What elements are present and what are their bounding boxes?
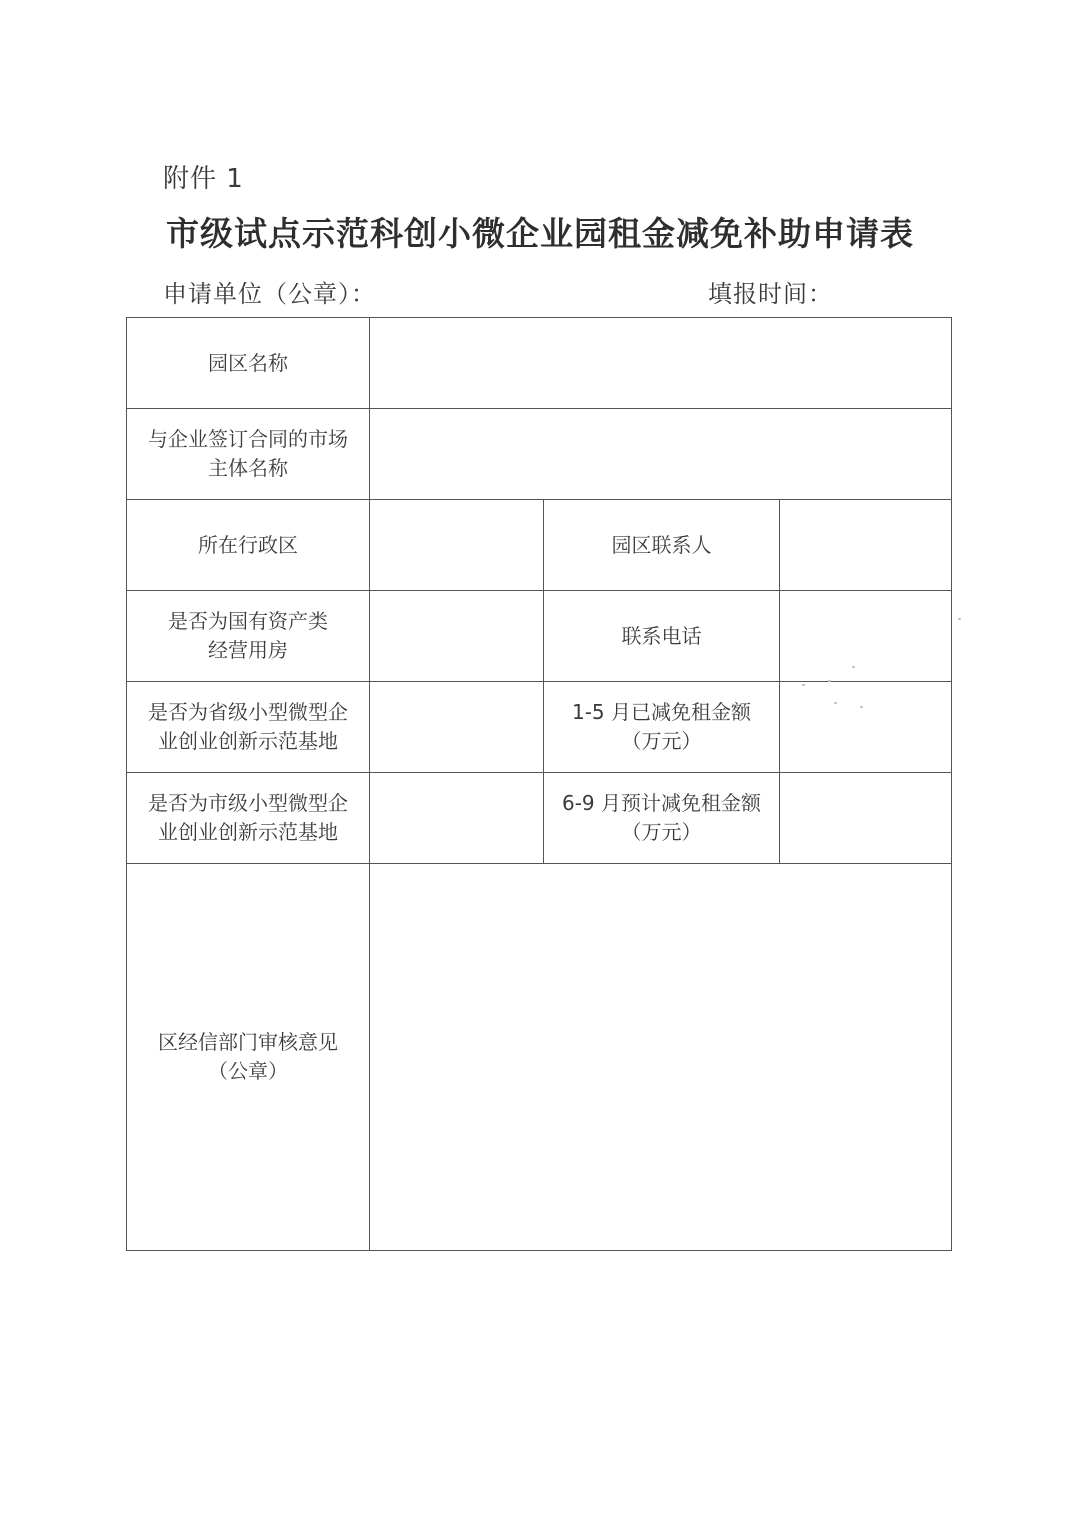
state-owned-label xyxy=(127,591,370,682)
attachment-label: 附件 1 xyxy=(163,164,244,194)
district-review-label-line1: 区经信部门审核意见 xyxy=(158,1030,338,1054)
scan-speck xyxy=(828,680,831,682)
row-district-review xyxy=(127,864,952,1251)
scan-speck xyxy=(802,684,805,686)
reduced-jan-may-label-line1: 1-5 月已减免租金额 xyxy=(571,700,752,724)
expected-jun-sep-label-line2: （万元） xyxy=(621,820,702,844)
row-park-name xyxy=(127,318,952,409)
municipal-base-field[interactable] xyxy=(370,773,544,864)
row-state-owned xyxy=(127,591,952,682)
application-form-table xyxy=(126,317,952,1251)
row-provincial-base xyxy=(127,682,952,773)
state-owned-label-line1: 是否为国有资产类 xyxy=(168,609,328,633)
provincial-base-field[interactable] xyxy=(370,682,544,773)
expected-jun-sep-label xyxy=(544,773,780,864)
reduced-jan-may-field[interactable] xyxy=(780,682,952,773)
row-contract-entity xyxy=(127,409,952,500)
municipal-base-label-line1: 是否为市级小型微型企 xyxy=(148,791,348,815)
provincial-base-label-line1: 是否为省级小型微型企 xyxy=(148,700,348,724)
contract-entity-field[interactable] xyxy=(370,409,952,500)
applicant-unit-label: 申请单位（公章）： xyxy=(163,280,376,308)
state-owned-field[interactable] xyxy=(370,591,544,682)
park-name-field[interactable] xyxy=(370,318,952,409)
contract-entity-label xyxy=(127,409,370,500)
phone-label-text: 联系电话 xyxy=(621,623,702,648)
row-municipal-base xyxy=(127,773,952,864)
fill-date-label: 填报时间： xyxy=(708,280,833,308)
district-label-text: 所在行政区 xyxy=(198,532,298,557)
row-district xyxy=(127,500,952,591)
contract-entity-label-line2: 主体名称 xyxy=(208,456,288,480)
expected-jun-sep-field[interactable] xyxy=(780,773,952,864)
scan-speck xyxy=(860,706,863,708)
district-review-field[interactable] xyxy=(370,864,952,1251)
park-name-label xyxy=(127,318,370,409)
park-contact-label-text: 园区联系人 xyxy=(611,532,712,557)
municipal-base-label xyxy=(127,773,370,864)
park-contact-field[interactable] xyxy=(780,500,952,591)
expected-jun-sep-label-line1: 6-9 月预计减免租金额 xyxy=(561,791,762,815)
district-field[interactable] xyxy=(370,500,544,591)
district-review-label xyxy=(127,864,370,1251)
provincial-base-label xyxy=(127,682,370,773)
reduced-jan-may-label-line2: （万元） xyxy=(621,729,702,753)
state-owned-label-line2: 经营用房 xyxy=(208,638,288,662)
park-name-label-text: 园区名称 xyxy=(208,350,288,375)
scan-speck xyxy=(834,702,837,704)
district-label xyxy=(127,500,370,591)
phone-field[interactable] xyxy=(780,591,952,682)
form-title: 市级试点示范科创小微企业园租金减免补助申请表 xyxy=(166,214,914,253)
scan-speck xyxy=(958,618,961,620)
scan-speck xyxy=(852,666,855,668)
park-contact-label xyxy=(544,500,780,591)
municipal-base-label-line2: 业创业创新示范基地 xyxy=(158,820,338,844)
phone-label xyxy=(544,591,780,682)
provincial-base-label-line2: 业创业创新示范基地 xyxy=(158,729,338,753)
contract-entity-label-line1: 与企业签订合同的市场 xyxy=(148,427,348,451)
reduced-jan-may-label xyxy=(544,682,780,773)
district-review-label-line2: （公章） xyxy=(208,1059,288,1083)
